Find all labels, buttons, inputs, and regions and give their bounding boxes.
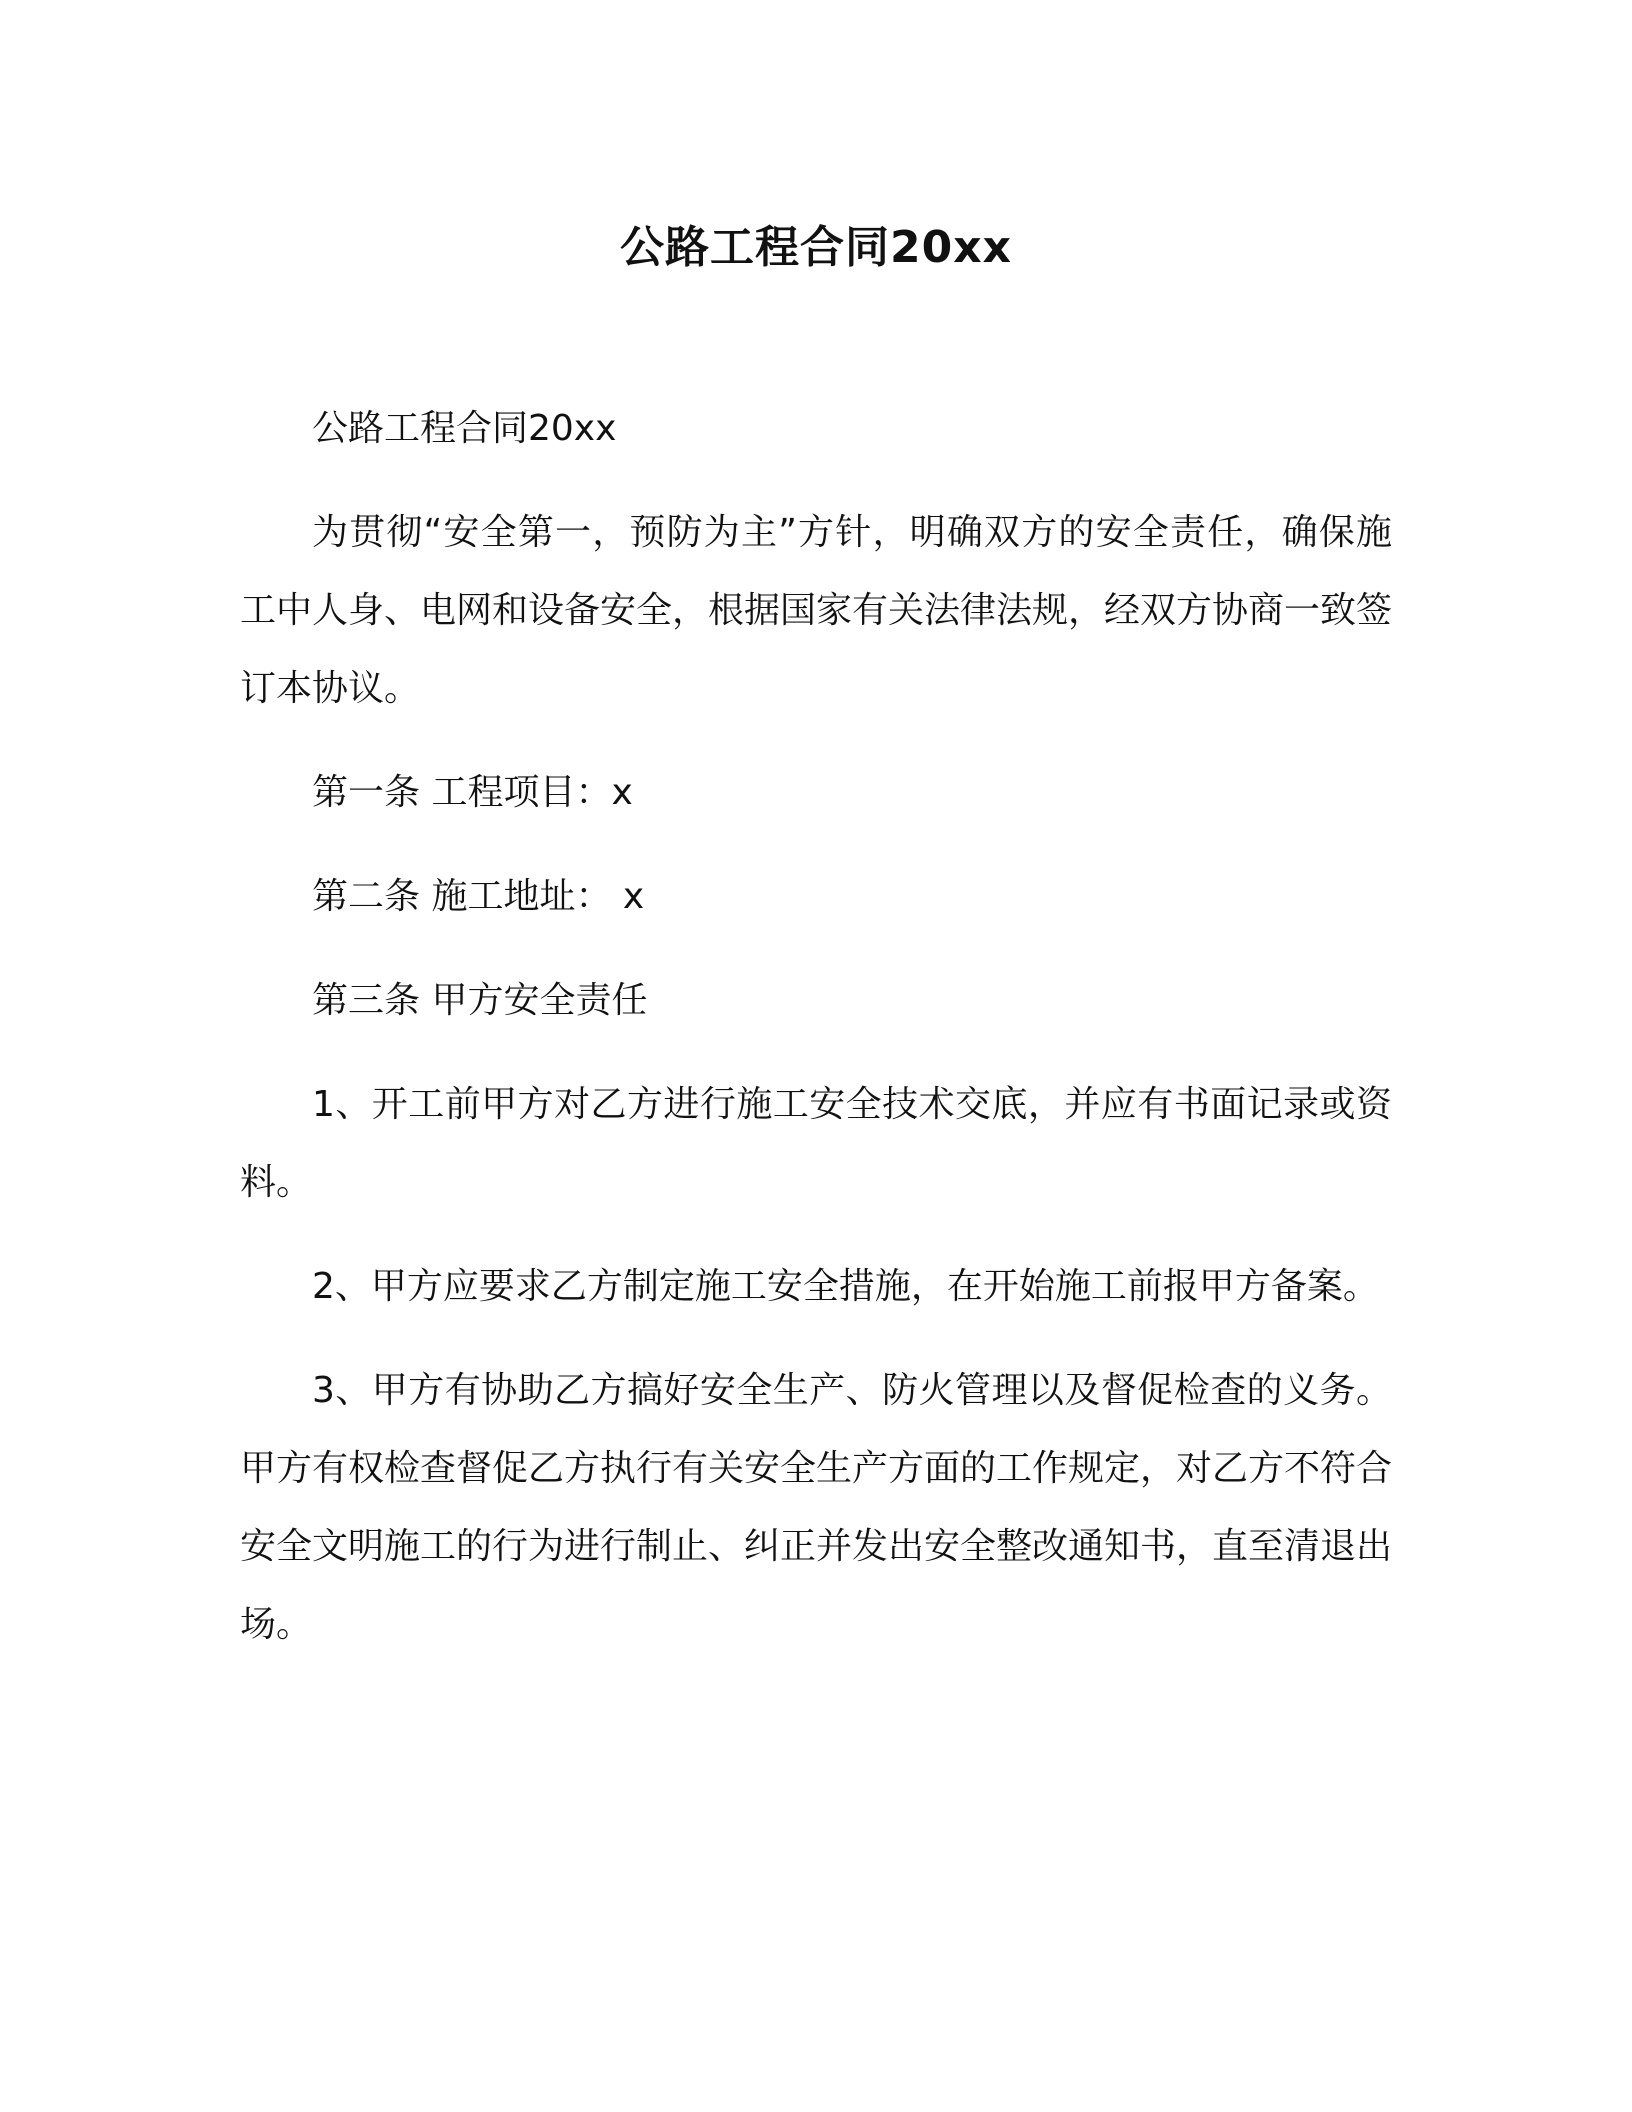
paragraph-article-2: 第二条 施工地址： x [312, 876, 645, 917]
paragraph-article-1: 第一条 工程项目：x [312, 772, 633, 813]
document-title: 公路工程合同20xx [620, 222, 1012, 273]
paragraph-item-1: 1、开工前甲方对乙方进行施工安全技术交底，并应有书面记录或资料。 [240, 1084, 1392, 1203]
paragraph-subtitle: 公路工程合同20xx [312, 408, 617, 449]
paragraph-item-2: 2、甲方应要求乙方制定施工安全措施，在开始施工前报甲方备案。 [312, 1266, 1379, 1307]
paragraph-item-3: 3、甲方有协助乙方搞好安全生产、防火管理以及督促检查的义务。甲方有权检查督促乙方执行有关安全生产方面的工作规定，对乙方不符合安全文明施工的行为进行制止、纠正并发出安全整改通知书，直至清退出场。 [240, 1370, 1393, 1645]
paragraph-article-3-heading: 第三条 甲方安全责任 [312, 980, 648, 1021]
paragraph-preamble: 为贯彻“安全第一，预防为主”方针，明确双方的安全责任，确保施工中人身、电网和设备安全，根据国家有关法律法规，经双方协商一致签订本协议。 [240, 512, 1393, 709]
document-body [240, 390, 1392, 1690]
